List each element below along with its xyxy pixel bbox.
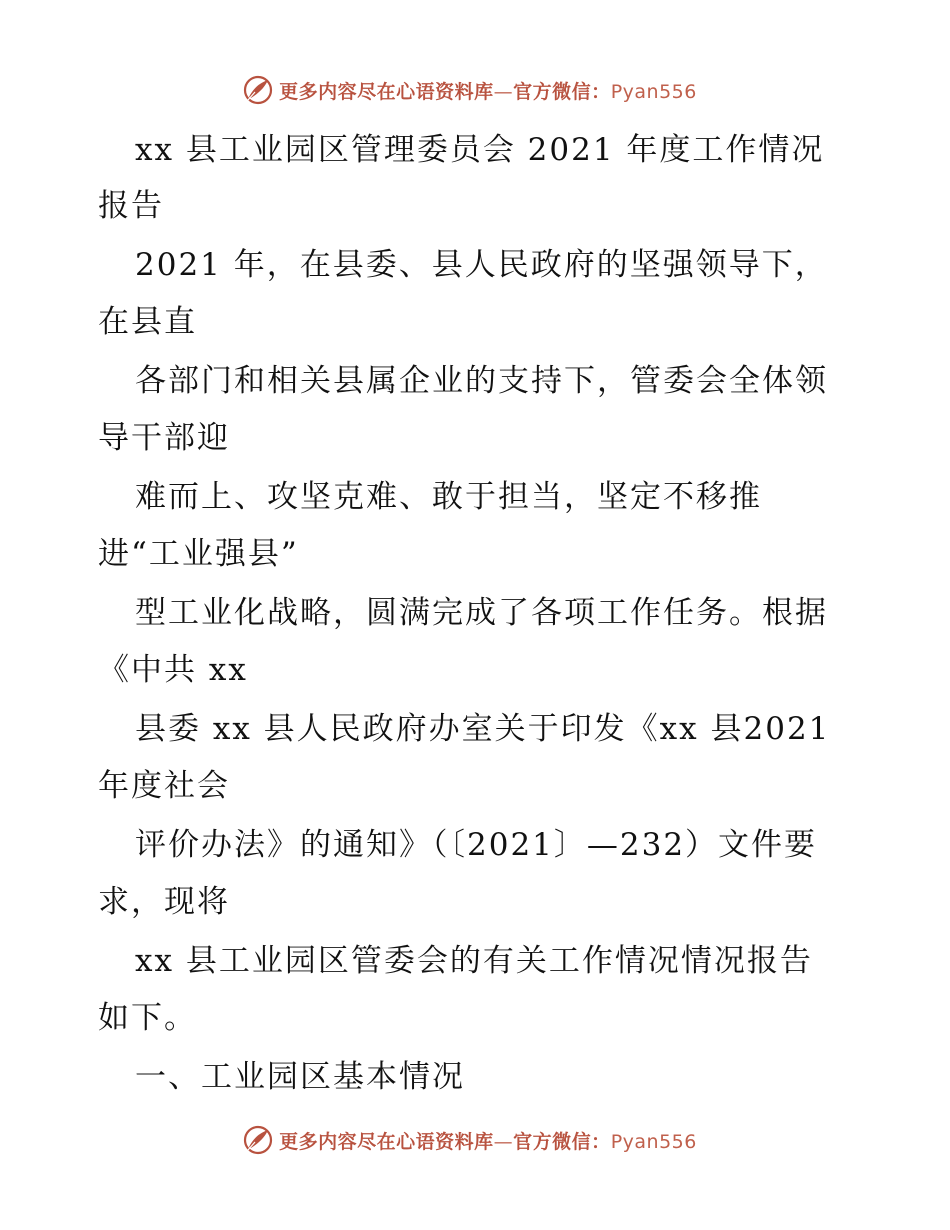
paragraph-line: 型工业化战略，圆满完成了各项工作任务。根据 [135,595,828,631]
watermark-text: 更多内容尽在心语资料库—官方微信：Pyan556 [279,80,697,103]
section-heading: 一、工业园区基本情况 [135,1059,465,1095]
paragraph-line: 年度社会 [98,768,230,804]
paragraph-line: 求，现将 [98,884,230,920]
paragraph-line: 导干部迎 [98,420,230,456]
footer-watermark [0,1120,950,1160]
paragraph-line: xx 县工业园区管委会的有关工作情况情况报告 [135,943,813,979]
document-title-line-2: 报告 [98,188,164,224]
document-title-line-1: xx 县工业园区管理委员会 2021 年度工作情况 [135,132,825,168]
paragraph-line: 难而上、攻坚克难、敢于担当，坚定不移推 [135,479,762,515]
paragraph-line: 在县直 [98,304,197,340]
paragraph-line: 县委 xx 县人民政府办室关于印发《xx 县2021 [135,711,831,747]
paragraph-line: 如下。 [98,1000,197,1036]
paragraph-line: 评价办法》的通知》（〔2021〕—232）文件要 [135,827,818,863]
paragraph-line: 各部门和相关县属企业的支持下，管委会全体领 [135,363,828,399]
header-watermark [0,70,950,110]
paragraph-line: 进“工业强县” [98,536,299,572]
feather-pen-logo-icon [243,1125,273,1155]
feather-pen-logo-icon [243,75,273,105]
paragraph-line: 2021 年，在县委、县人民政府的坚强领导下， [135,247,828,283]
watermark-text: 更多内容尽在心语资料库—官方微信：Pyan556 [279,1130,697,1153]
paragraph-line: 《中共 xx [98,652,248,688]
